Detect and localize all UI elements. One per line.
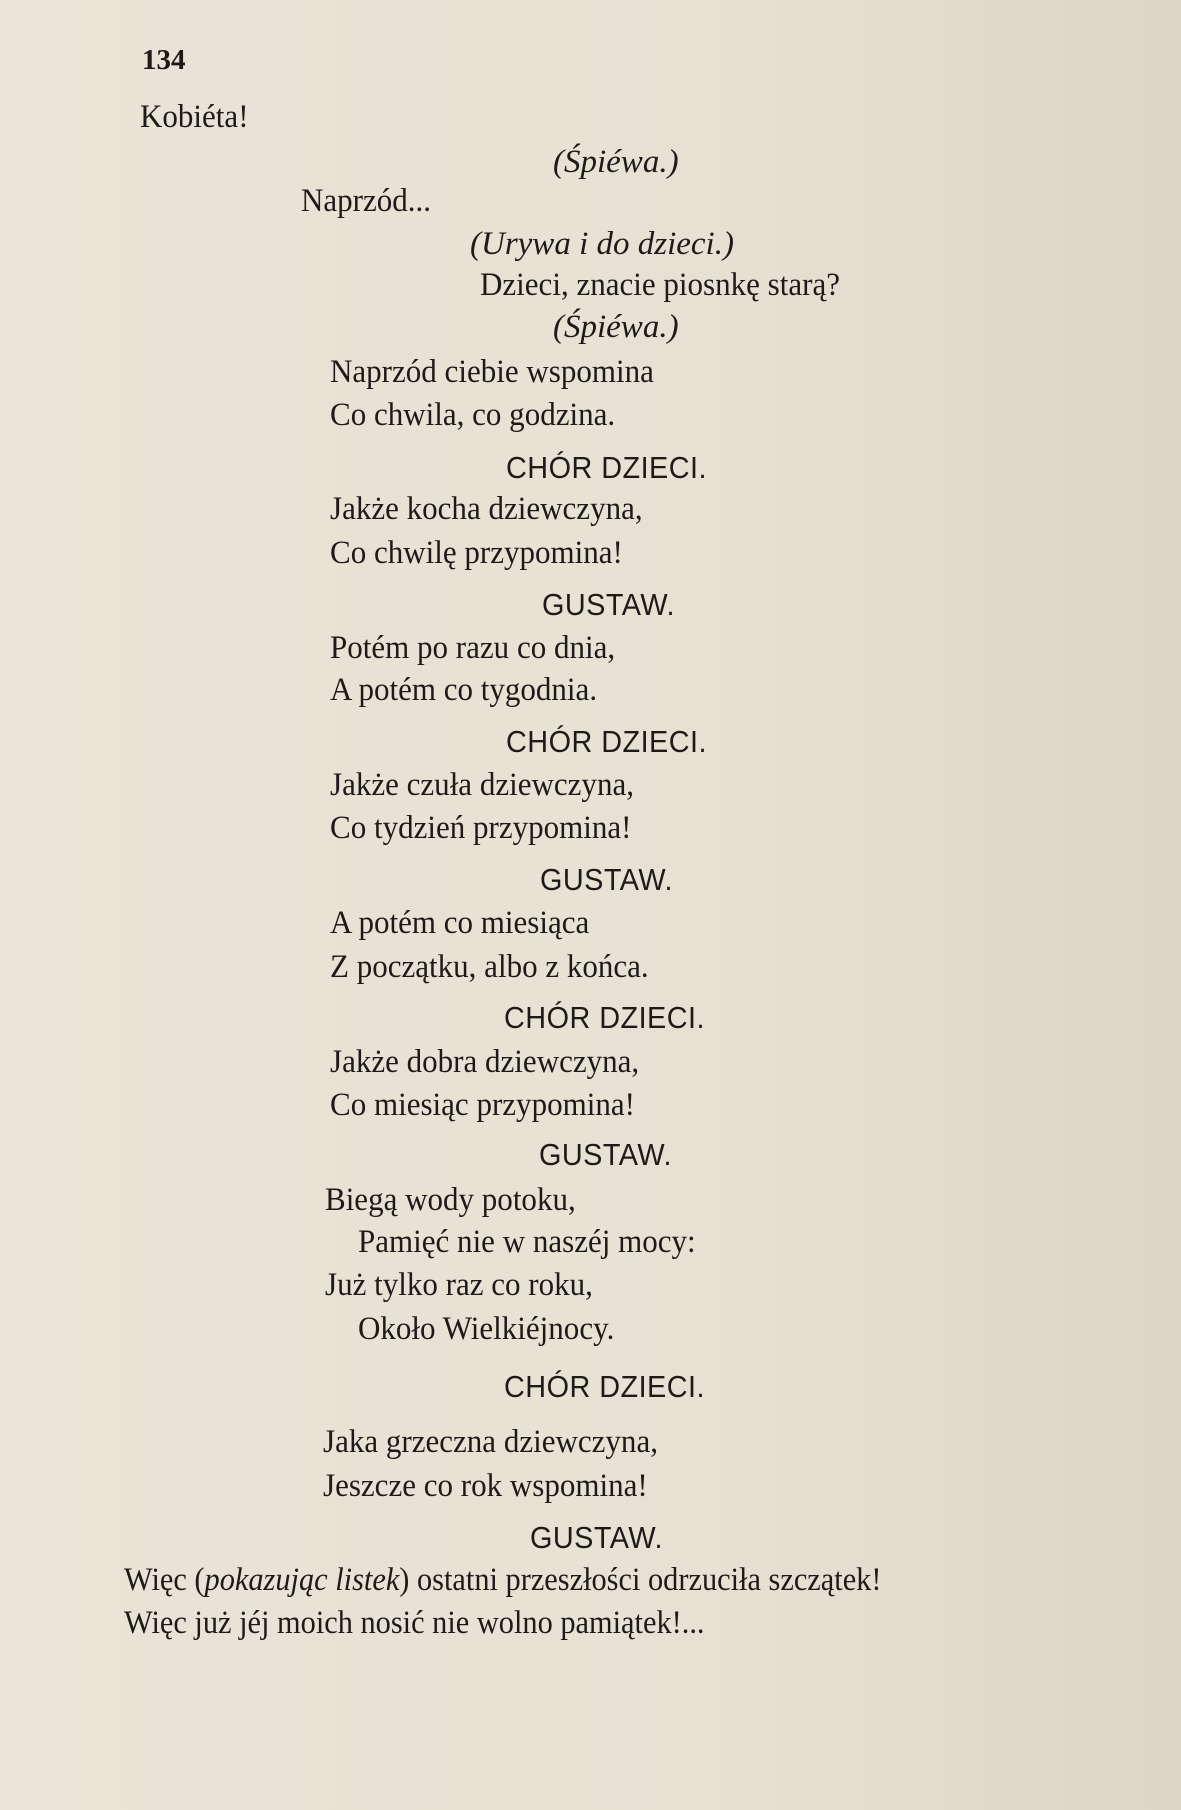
speaker-label: CHÓR DZIECI. xyxy=(504,1369,705,1404)
verse-text: ) ostatni przeszłości odrzuciła szczątek! xyxy=(399,1562,882,1598)
verse-line: Jaka grzeczna dziewczyna, xyxy=(323,1424,658,1460)
verse-line: Kobiéta! xyxy=(140,99,249,135)
verse-line: A potém co miesiąca xyxy=(330,905,590,941)
verse-line: Naprzód ciebie wspomina xyxy=(330,354,654,390)
page-number: 134 xyxy=(142,44,186,76)
verse-line: Jakże dobra dziewczyna, xyxy=(330,1044,640,1080)
verse-line: Co chwilę przypomina! xyxy=(330,535,623,571)
stage-direction: pokazując listek xyxy=(204,1562,400,1598)
verse-line: Naprzód... xyxy=(301,183,432,219)
verse-line: Około Wielkiéjnocy. xyxy=(358,1311,615,1347)
verse-line: Co miesiąc przypomina! xyxy=(330,1087,635,1123)
verse-line: Jakże czuła dziewczyna, xyxy=(330,767,634,803)
verse-line: Już tylko raz co roku, xyxy=(325,1267,593,1303)
verse-line: Więc już jéj moich nosić nie wolno pamiątek!... xyxy=(124,1605,705,1641)
stage-direction: (Śpiéwa.) xyxy=(553,309,679,345)
verse-line xyxy=(124,1560,881,1600)
speaker-label: GUSTAW. xyxy=(539,1137,672,1172)
verse-line: Potém po razu co dnia, xyxy=(330,630,616,666)
stage-direction: (Śpiéwa.) xyxy=(553,144,679,180)
verse-text: Więc ( xyxy=(124,1562,205,1598)
speaker-label: GUSTAW. xyxy=(542,587,675,622)
speaker-label: CHÓR DZIECI. xyxy=(506,724,707,759)
verse-line: Dzieci, znacie piosnkę starą? xyxy=(480,267,840,303)
speaker-label: CHÓR DZIECI. xyxy=(506,450,707,485)
speaker-label: GUSTAW. xyxy=(530,1520,663,1555)
verse-line: Biegą wody potoku, xyxy=(325,1182,576,1218)
verse-line: Co tydzień przypomina! xyxy=(330,810,632,846)
speaker-label: GUSTAW. xyxy=(540,862,673,897)
verse-line: Co chwila, co godzina. xyxy=(330,397,616,433)
stage-direction: (Urywa i do dzieci.) xyxy=(470,226,734,262)
verse-line: Pamięć nie w naszéj mocy: xyxy=(358,1224,696,1260)
verse-line: A potém co tygodnia. xyxy=(330,672,598,708)
verse-line: Jeszcze co rok wspomina! xyxy=(323,1468,648,1504)
speaker-label: CHÓR DZIECI. xyxy=(504,1000,705,1035)
verse-line: Z początku, albo z końca. xyxy=(330,949,649,985)
verse-line: Jakże kocha dziewczyna, xyxy=(330,491,643,527)
